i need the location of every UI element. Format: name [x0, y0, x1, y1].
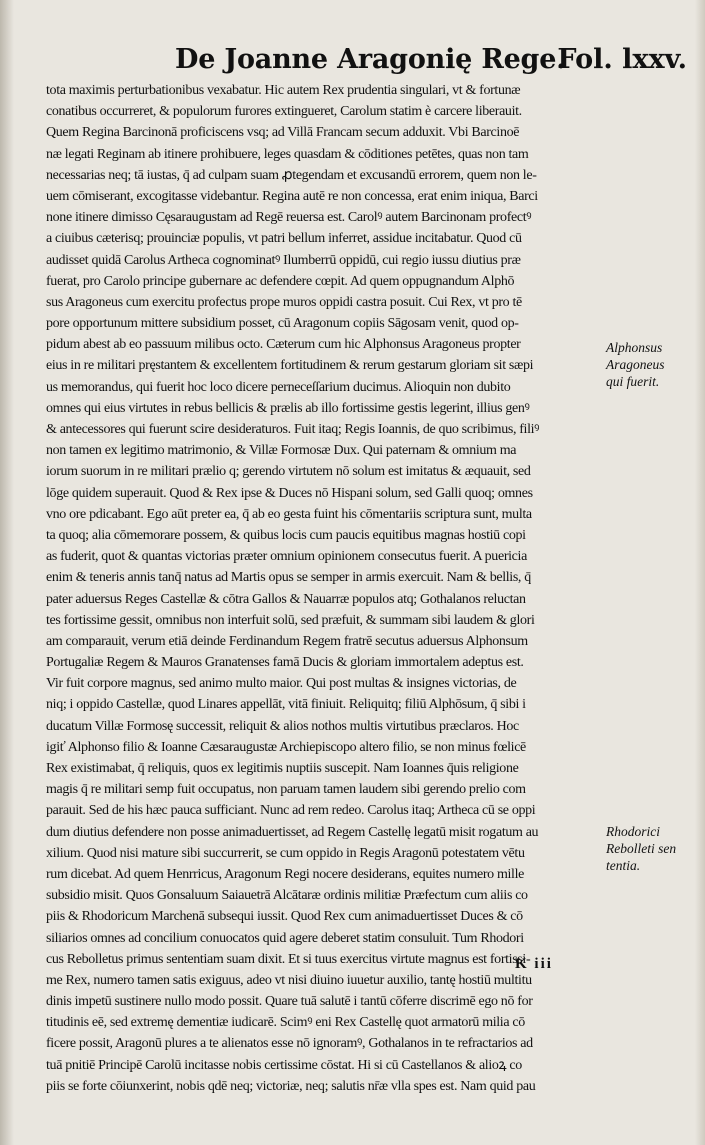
text-line: & antecessores qui fuerunt scire desideraturos. Fuit itaq; Regis Ioannis, de quo scribimus, filiꝰ [46, 422, 540, 437]
margin-note-alphonsus [606, 339, 702, 390]
text-line: us memorandus, qui fuerit hoc loco dicere perneceſſarium ducimus. Alioquin non dubito [46, 379, 511, 395]
text-line: ficere possit, Aragonū plures a te alienatos esse nō ignoramꝰ, Gothalanos in te refractarios ad [46, 1036, 533, 1052]
text-line: eius in re militari pręstantem & excellentem fortitudinem & rerum gestarum gloriam sit sæpi [46, 358, 534, 374]
text-line: a ciuibus cæterisq; prouinciæ populis, vt patri bellum inferret, assidue incitabatur. Quod cū [46, 231, 522, 247]
text-line: dinis impetū sustinere nullo modo possit. Quare tuā salutē i tantū cōferre discrimē ego nō for [46, 994, 533, 1010]
text-line: pidum abest ab eo passuum milibus octo. Cæterum cum hic Alphonsus Aragoneus propter [46, 337, 521, 353]
margin-note-line: qui fuerit. [606, 374, 660, 389]
text-line: vno ore pdicabant. Ego aūt preter ea, q̄ ab eo gesta fuint his cōmentariis scriptura sunt, multa [46, 506, 532, 522]
text-line: piis se forte cōiunxerint, nobis qdē neq; victoriæ, neq; salutis nr̄æ vlla spes est. Nam quid pau [46, 1078, 536, 1094]
main-text-block [46, 80, 602, 1097]
margin-note-line: Alphonsus [606, 340, 663, 355]
text-line: necessarias neq; tā iustas, q̄ ad culpam suam ꝓtegendam et excusandū errorem, quem non le- [46, 167, 537, 183]
margin-note-rhodorici [606, 823, 702, 874]
text-line: lōge quidem superauit. Quod & Rex ipse & Duces nō Hispani solum, sed Galli quoq; omnes [46, 485, 533, 501]
text-line: Rex existimabat, q̄ reliquis, quos ex legitimis nuptiis suscepit. Nam Ioannes q̄uis religione [46, 761, 519, 776]
text-line: audisset quidā Carolus Artheca cognominatꝰ Ilumberrū oppidū, cui regio iussu diutius præ [46, 252, 521, 268]
text-line: siliarios omnes ad concilium conuocatos quid agere deberet statim consuluit. Tum Rhodori [46, 930, 524, 946]
page-edge-right [695, 0, 705, 1145]
text-line: uem cōmiserant, excogitasse videbantur. Regina autē re non concessa, erat enim iniqua, Barci [46, 188, 538, 204]
text-line: niq; i oppido Castellæ, quod Linares appellāt, vitā finiuit. Reliquitq; filiū Alphōsum, q̄ sibi i [46, 697, 526, 713]
text-line: conatibus occurreret, & populorum furores extingueret, Carolum statim è carcere liberauit. [46, 104, 522, 120]
signature-mark: K iii [515, 956, 553, 972]
text-line: sus Aragoneus cum exercitu profectus prope muros oppidi castra posuit. Cui Rex, vt pro tē [46, 294, 522, 310]
text-line: rum dicebat. Ad quem Henrricus, Aragonum Regi nocere desiderans, equites numero mille [46, 866, 524, 882]
text-line: non tamen ex legitimo matrimonio, & Villæ Formosæ Dux. Qui paternam & omnium ma [46, 443, 517, 459]
page-edge-left [0, 0, 14, 1145]
margin-note-line: Rebolleti sen [606, 841, 677, 856]
margin-note-line: Rhodorici [606, 824, 660, 839]
text-line: Quem Regina Barcinonā proficiscens vsq; ad Villā Francam secum adduxit. Vbi Barcinoē [46, 125, 520, 141]
text-line: tuā pnitiē Principē Carolū incitasse nobis certissime cōstat. Hi si cū Castellanos & alioꝝ co [46, 1057, 522, 1073]
page-title: De Joanne Aragonię Rege. [175, 44, 566, 75]
text-line: parauit. Sed de his hæc pauca sufficiant. Nunc ad rem redeo. Carolus itaq; Artheca cū se oppi [46, 803, 536, 819]
text-line: xilium. Quod nisi mature sibi succurrerit, se cum oppido in Regis Aragonū potestatem vētu [46, 845, 525, 861]
text-line: dum diutius defendere non posse animaduertisset, ad Regem Castellę legatū misit rogatum au [46, 824, 539, 840]
folio-number: Fol. lxxv. [557, 44, 687, 75]
text-line: ducatum Villæ Formosę successit, reliquit & alios nothos multis virtutibus præclaros. Hoc [46, 718, 519, 734]
margin-note-line: tentia. [606, 858, 641, 873]
text-line: tota maximis perturbationibus vexabatur. Hic autem Rex prudentia singulari, vt & fortunæ [46, 83, 521, 98]
text-line: iorum suorum in re militari prælio q; gerendo virtutem nō solum est imitatus & æquauit, sed [46, 464, 531, 480]
text-line: me Rex, numero tamen satis exiguus, adeo vt nisi diuino iuuetur auxilio, tantę hostiū multitu [46, 972, 532, 988]
text-line: as fuderit, quot & quantas victorias præter omnium opinionem consecutus fuerit. A puericia [46, 549, 527, 565]
text-line: næ legati Reginam ab itinere prohibuere, leges quasdam & cōditiones petētes, quas non tam [46, 146, 529, 162]
text-line: magis q̄ re militari semp fuit occupatus, non paruam tamen laudem sibi gerendo prelio com [46, 782, 526, 798]
text-line: Vir fuit corpore magnus, sed animo multo maior. Qui post multas & insignes victorias, de [46, 676, 517, 692]
text-line: enim & teneris annis tanq̄ natus ad Martis opus se semper in armis exercuit. Nam & bellis, q̄ [46, 570, 531, 586]
text-line: piis & Rhodoricum Marchenā subsequi iussit. Quod Rex cum animaduertisset Duces & cō [46, 909, 523, 925]
text-line: pater aduersus Reges Castellæ & cōtra Gallos & Nauarræ populos atq; Gothalanos reluctan [46, 591, 526, 607]
text-line: am comparauit, verum etiā deinde Ferdinandum Regem fratrē secutus aduersus Alphonsum [46, 633, 528, 649]
text-line: pore opportunum mittere subsidium posset, cū Aragonum copiis Sāgosam venit, quod op- [46, 316, 519, 332]
text-line: titudinis eē, sed extremę dementiæ iudicarē. Scimꝰ eni Rex Castellę quot armatorū milia cō [46, 1015, 525, 1031]
text-line: omnes qui eius virtutes in rebus bellicis & prælis ab illo fortissime gestis legerint, illius genꝰ [46, 400, 530, 416]
margin-note-line: Aragoneus [606, 357, 665, 372]
text-line: cus Rebolletus primus sententiam suam dixit. Et si tuus exercitus virtute magnus est fortissi- [46, 951, 531, 967]
text-line: Portugaliæ Regem & Mauros Granatenses famā Ducis & gloriam immortalem adeptus est. [46, 655, 524, 671]
text-line: igiť Alphonso filio & Ioanne Cæsaraugustæ Archiepiscopo altero filio, se non minus fœlicē [46, 739, 526, 755]
text-line: tes fortissime gessit, omnibus non interfuit solū, sed præfuit, & summam sibi laudem & glori [46, 612, 535, 628]
text-line: subsidio misit. Quos Gonsaluum Saiauetrā Alcātaræ ordinis militiæ Præfectum cum aliis co [46, 888, 528, 904]
text-line: ta quoq; alia cōmemorare possem, & quibus locis cum paucis equitibus magnas hostiū copi [46, 527, 526, 543]
text-line: none itinere dimisso Cęsaraugustam ad Regē reuersa est. Carolꝰ autem Barcinonam profectꝰ [46, 210, 532, 226]
running-head [175, 44, 687, 84]
text-line: fuerat, pro Carolo principe gubernare ac defendere cœpit. Ad quem oppugnandum Alphō [46, 273, 515, 289]
